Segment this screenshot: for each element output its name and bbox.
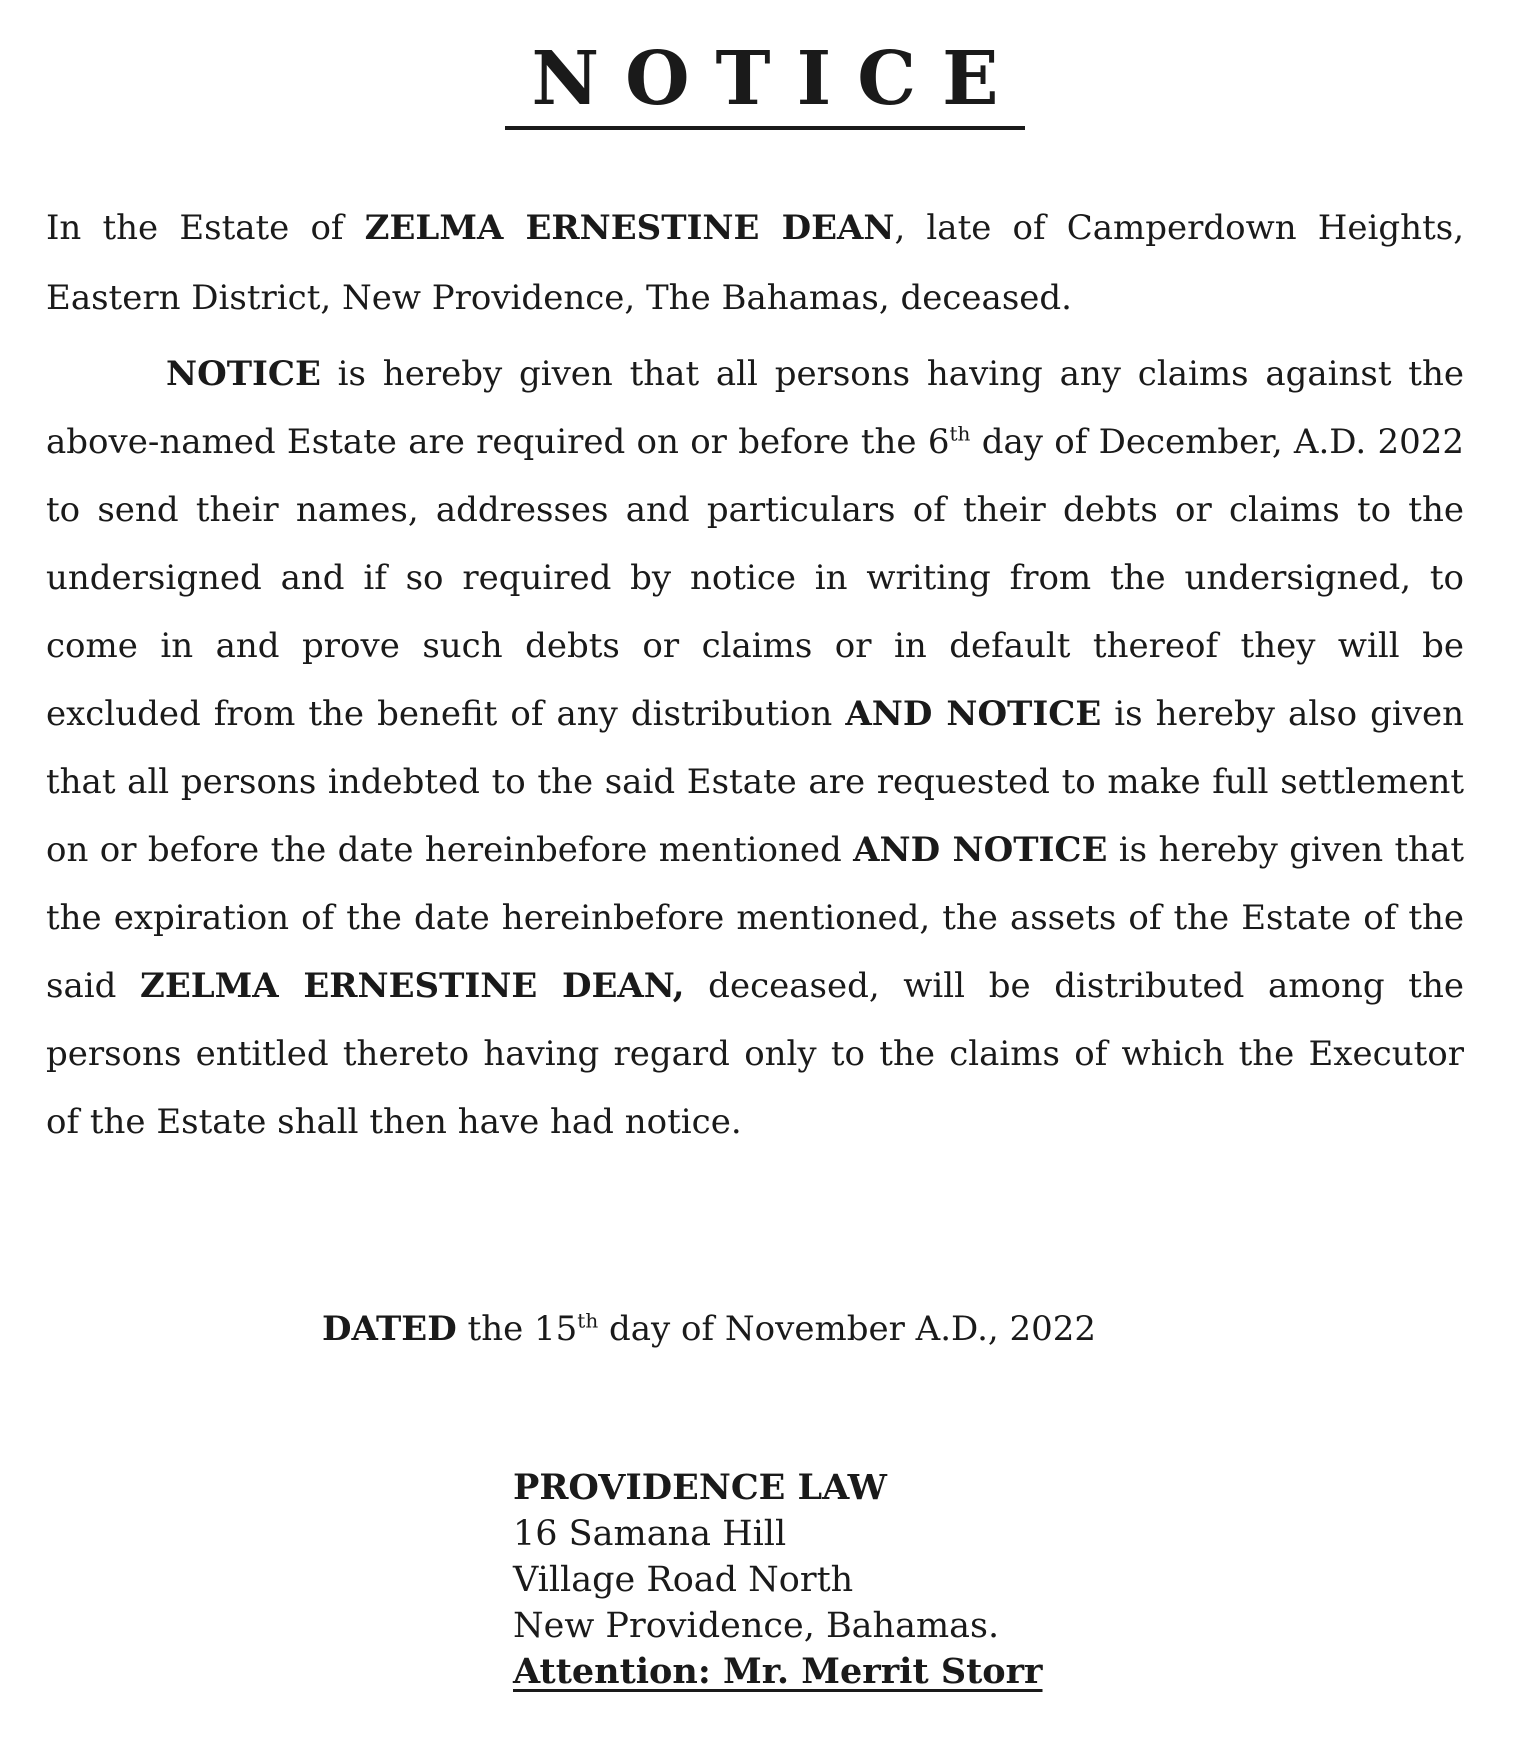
dated-line (322, 1305, 1096, 1353)
attention-line: Attention: Mr. Merrit Storr (513, 1651, 1043, 1692)
address-line: 16 Samana Hill (513, 1514, 787, 1554)
body-text-3: is hereby also given that all persons indebted to the said Estate are requested to make full settlement on or before the date hereinbefore mentioned (46, 694, 1465, 870)
notice-title-wrapper (0, 36, 1530, 130)
and-notice-keyword: AND NOTICE (853, 830, 1108, 870)
address-line: Village Road North (513, 1560, 854, 1600)
ordinal-suffix: th (577, 1308, 599, 1333)
body-text-1: is hereby given that all persons having any claims against the above-named Estate are required on or before the 6 (46, 354, 1464, 462)
ordinal-suffix: th (949, 421, 971, 446)
body-text-4: is hereby given that the expiration of the date hereinbefore mentioned, the assets of the Estate of the said (46, 830, 1465, 1006)
dated-label: DATED (322, 1309, 457, 1349)
address-line: New Providence, Bahamas. (513, 1606, 1000, 1646)
dated-text-1: the 15 (456, 1309, 578, 1349)
and-notice-keyword: AND NOTICE (845, 694, 1102, 734)
signatory-block (513, 1465, 1043, 1695)
deceased-name: ZELMA ERNESTINE DEAN, (140, 966, 685, 1006)
notice-body-paragraph (46, 340, 1464, 1156)
deceased-name: ZELMA ERNESTINE DEAN (364, 208, 895, 248)
firm-name: PROVIDENCE LAW (513, 1467, 887, 1508)
intro-lead: In the Estate of (46, 208, 365, 248)
body-text-2: day of December, A.D. 2022 to send their names, addresses and particulars of their debts or claims to the undersigned and if so required by notice in writing from the undersigned, to come in and prove such debts or claims or in default thereof they will be excluded from the benefit of any distribution (46, 422, 1464, 734)
notice-keyword: NOTICE (166, 354, 321, 394)
dated-text-2: day of November A.D., 2022 (598, 1309, 1097, 1349)
notice-title: NOTICE (505, 42, 1024, 130)
body-text-5: deceased, will be distributed among the persons entitled thereto having regard only to the claims of which the Executor of the Estate shall then have had notice. (46, 966, 1464, 1142)
estate-intro-paragraph (46, 193, 1464, 333)
intro-tail: , late of Camperdown Heights, Eastern District, New Providence, The Bahamas, deceased. (46, 208, 1464, 318)
